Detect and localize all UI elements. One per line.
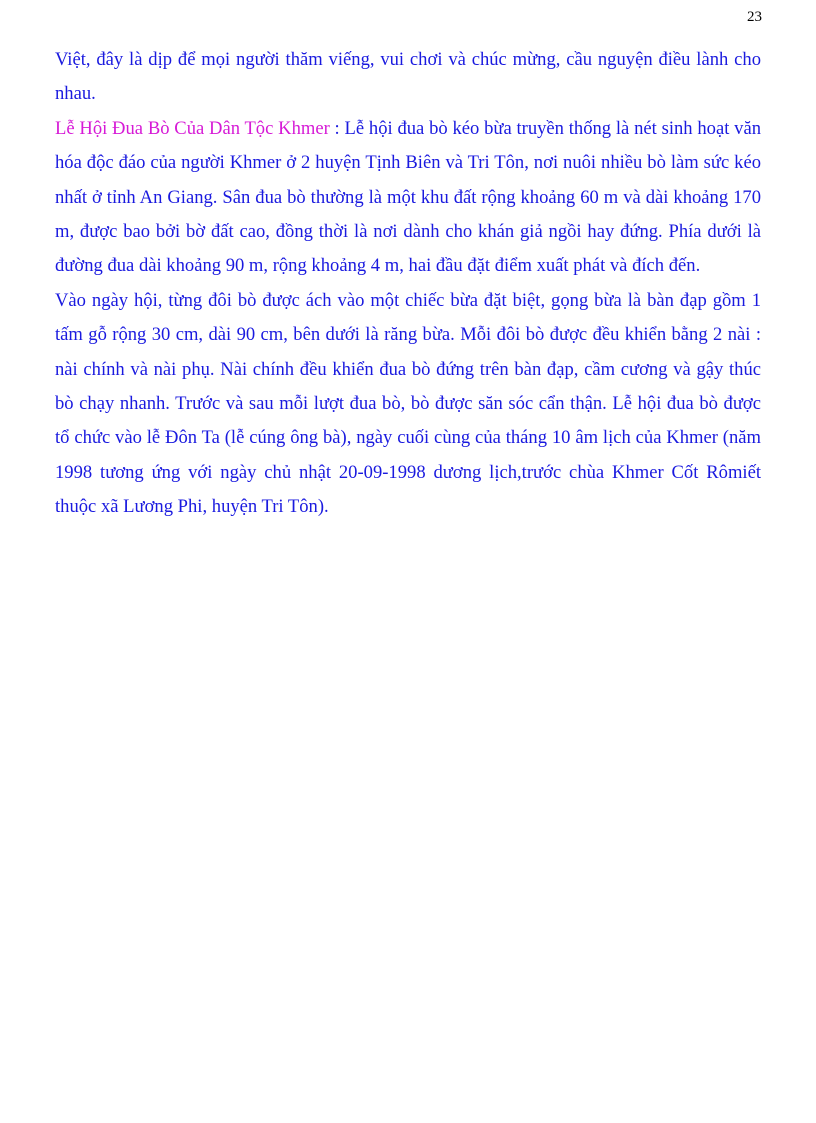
section-heading: Lễ Hội Đua Bò Của Dân Tộc Khmer (55, 117, 330, 139)
paragraph-race-day: Vào ngày hội, từng đôi bò được ách vào một chiếc bừa đặt biệt, gọng bừa là bàn đạp gồm 1 tấm gỗ rộng 30 cm, dài 90 cm, bên dưới là răng bừa. Mỗi đôi bò được đều khiển bằng 2 nài : nài chính và nài phụ. Nài chính đều khiển đua bò đứng trên bàn đạp, cầm cương và gậy thúc bò chạy nhanh. Trước và sau mỗi lượt đua bò, bò được săn sóc cẩn thận. Lễ hội đua bò được tổ chức vào lễ Đôn Ta (lễ cúng ông bà), ngày cuối cùng của tháng 10 âm lịch của Khmer (năm 1998 tương ứng với ngày chủ nhật 20-09-1998 dương lịch,trước chùa Khmer Cốt Rômiết thuộc xã Lương Phi, huyện Tri Tôn). (55, 289, 761, 518)
paragraph-festival (55, 112, 761, 284)
page-number: 23 (747, 9, 762, 25)
paragraph-intro: Việt, đây là dịp để mọi người thăm viếng, vui chơi và chúc mừng, cầu nguyện điều lành cho nhau. (55, 49, 761, 105)
paragraph-festival-text: : Lễ hội đua bò kéo bừa truyền thống là nét sinh hoạt văn hóa độc đáo của người Khmer ở 2 huyện Tịnh Biên và Tri Tôn, nơi nuôi nhiều bò làm sức kéo nhất ở tỉnh An Giang. Sân đua bò thường là một khu đất rộng khoảng 60 m và dài khoảng 170 m, được bao bởi bờ đất cao, đồng thời là nơi dành cho khán giả ngồi hay đứng. Phía dưới là đường đua dài khoảng 90 m, rộng khoảng 4 m, hai đầu đặt điểm xuất phát và đích đến. (55, 117, 761, 277)
document-body (55, 43, 761, 525)
